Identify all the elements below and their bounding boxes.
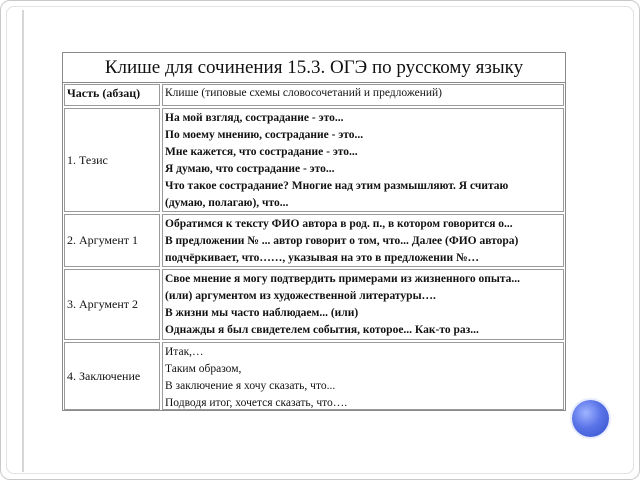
row-cliche-conclusion [162,342,564,410]
decorative-orb-icon [572,400,609,437]
table-row [63,341,565,411]
cliche-line: Обратимся к тексту ФИО автора в род. п., в котором говорится о... [165,218,513,230]
row-part-conclusion: 4. Заключение [64,342,160,410]
table-row [63,107,565,213]
row-part-argument-1: 2. Аргумент 1 [64,214,160,267]
cliche-line: В предложении № ... автор говорит о том, что... Далее (ФИО автора) [165,235,519,247]
cliche-line: Свое мнение я могу подтвердить примерами из жизненного опыта... [165,273,521,285]
cliche-line: В жизни мы часто наблюдаем... (или) [165,307,359,319]
cliche-line: Подводя итог, хочется сказать, что…. [165,397,348,409]
cliche-table [62,52,566,411]
cliche-line: На мой взгляд, сострадание - это... [165,112,344,124]
table-row [63,268,565,341]
cliche-line: (думаю, полагаю), что... [165,197,289,209]
table-row [63,213,565,268]
row-cliche-argument-2 [162,269,564,340]
cliche-line: По моему мнению, сострадание - это... [165,129,364,141]
header-part: Часть (абзац) [64,84,160,106]
cliche-line: Я думаю, что сострадание - это... [165,163,335,175]
cliche-line: Итак,… [165,346,204,358]
slide-rail-line [22,10,24,472]
row-part-argument-2: 3. Аргумент 2 [64,269,160,340]
cliche-line: (или) аргументом из художественной литературы…. [165,290,436,302]
row-cliche-argument-1 [162,214,564,267]
header-cliche: Клише (типовые схемы словосочетаний и предложений) [162,84,564,106]
table-title: Клише для сочинения 15.3. ОГЭ по русскому языку [63,53,565,83]
cliche-line: Мне кажется, что сострадание - это... [165,146,358,158]
cliche-line: Таким образом, [165,363,242,375]
cliche-line: Что такое сострадание? Многие над этим размышляют. Я считаю [165,180,509,192]
row-part-thesis: 1. Тезис [64,108,160,212]
cliche-line: Однажды я был свидетелем события, которое... Как-то раз... [165,324,479,336]
table-header-row [63,83,565,107]
cliche-line: В заключение я хочу сказать, что... [165,380,336,392]
cliche-line: подчёркивает, что……, указывая на это в предложении №… [165,252,480,264]
row-cliche-thesis [162,108,564,212]
